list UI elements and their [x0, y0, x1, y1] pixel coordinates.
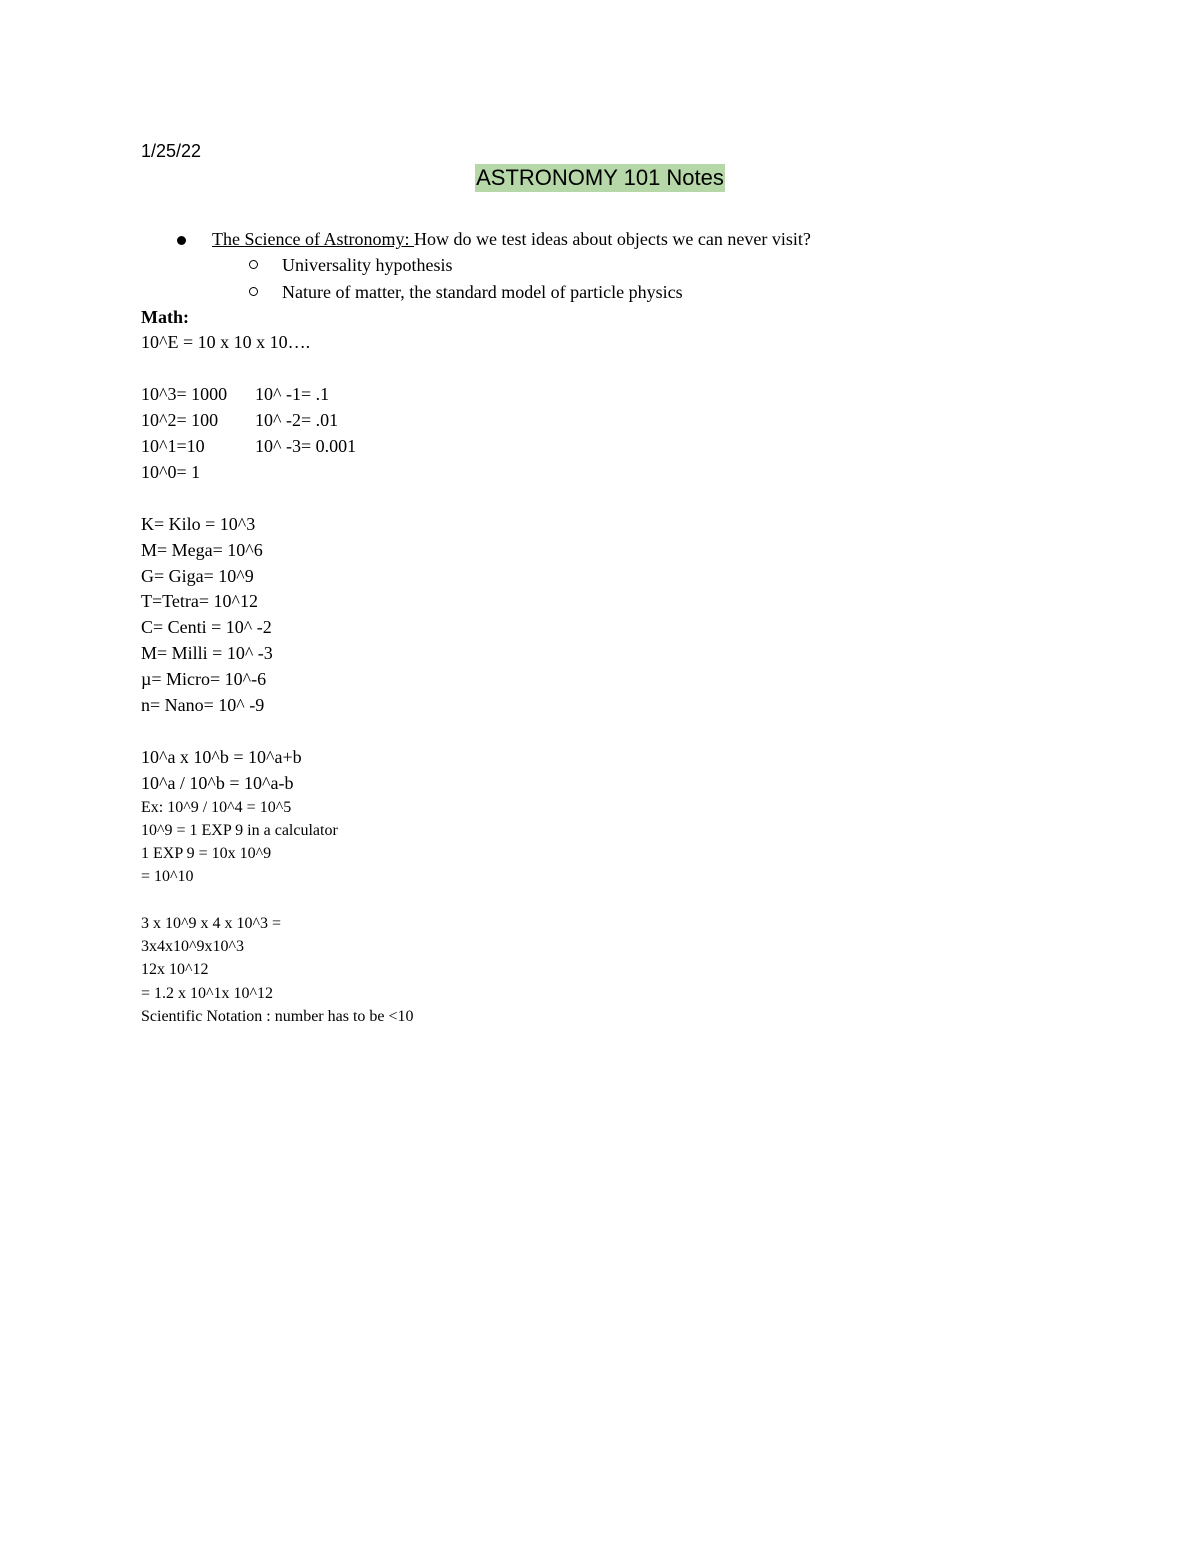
bullet-circle-icon: [249, 260, 258, 269]
power-left: 10^2= 100: [141, 410, 219, 430]
prefix-line: M= Milli = 10^ -3: [141, 643, 273, 663]
power-right: 10^ -1= .1: [255, 384, 330, 404]
example-line: = 10^10: [141, 868, 194, 885]
power-right: 10^ -3= 0.001: [255, 436, 357, 456]
bullet-item-science: [212, 228, 811, 250]
example-line: Ex: 10^9 / 10^4 = 10^5: [141, 799, 292, 816]
bullet-dot-icon: [177, 236, 186, 245]
sci-notation-line: Scientific Notation : number has to be <10: [141, 1008, 414, 1025]
multiply-line: 3 x 10^9 x 4 x 10^3 =: [141, 915, 282, 932]
multiply-line: 3x4x10^9x10^3: [141, 938, 245, 955]
prefix-line: n= Nano= 10^ -9: [141, 695, 265, 715]
note-date: 1/25/22: [141, 141, 202, 161]
power-left: 10^1=10: [141, 436, 205, 456]
prefix-line: C= Centi = 10^ -2: [141, 617, 272, 637]
power-left: 10^3= 1000: [141, 384, 228, 404]
page-title: ASTRONOMY 101 Notes: [476, 165, 724, 190]
multiply-line: = 1.2 x 10^1x 10^12: [141, 985, 274, 1002]
title-container: [0, 164, 1200, 192]
prefix-line: T=Tetra= 10^12: [141, 591, 258, 611]
math-intro: 10^E = 10 x 10 x 10….: [141, 332, 311, 352]
prefix-line: G= Giga= 10^9: [141, 566, 254, 586]
bullet-label: The Science of Astronomy:: [212, 229, 414, 249]
example-line: 1 EXP 9 = 10x 10^9: [141, 845, 272, 862]
prefix-line: µ= Micro= 10^-6: [141, 669, 267, 689]
sub-bullet-item: Universality hypothesis: [282, 255, 453, 275]
bullet-text: How do we test ideas about objects we can never visit?: [413, 229, 811, 249]
power-left: 10^0= 1: [141, 462, 201, 482]
math-heading: Math:: [141, 307, 189, 327]
rule-line: 10^a x 10^b = 10^a+b: [141, 747, 302, 767]
example-line: 10^9 = 1 EXP 9 in a calculator: [141, 822, 338, 839]
power-right: 10^ -2= .01: [255, 410, 339, 430]
prefix-line: M= Mega= 10^6: [141, 540, 263, 560]
rule-line: 10^a / 10^b = 10^a-b: [141, 773, 294, 793]
bullet-circle-icon: [249, 287, 258, 296]
prefix-line: K= Kilo = 10^3: [141, 514, 256, 534]
sub-bullet-item: Nature of matter, the standard model of particle physics: [282, 282, 683, 302]
multiply-line: 12x 10^12: [141, 961, 209, 978]
